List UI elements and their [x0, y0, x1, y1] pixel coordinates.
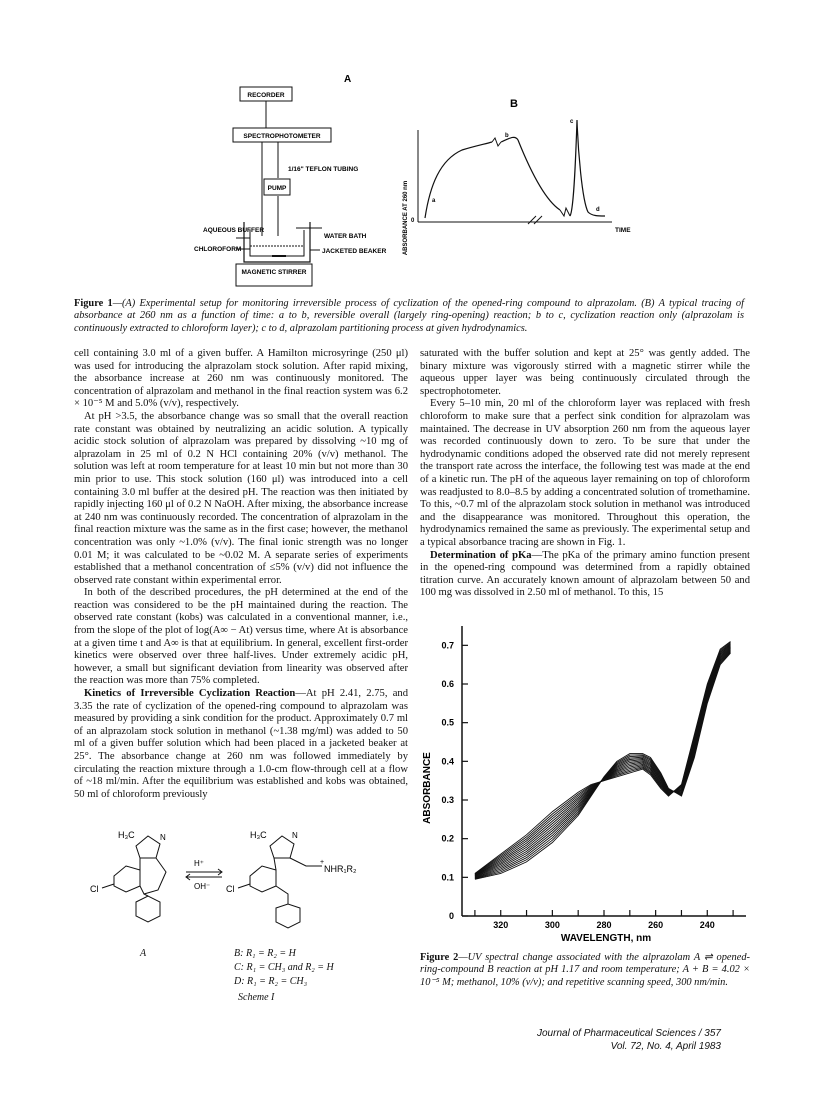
scheme-structures [74, 812, 408, 942]
figure-1 [0, 0, 816, 345]
scheme-b-nhr: NHR₁R₂ [324, 864, 357, 874]
aqueous-buffer-label: AQUEOUS BUFFER [203, 227, 265, 234]
pka-heading: Determination of pKa [430, 549, 532, 561]
left-column [74, 348, 408, 801]
right-para-2: Every 5–10 min, 20 ml of the chloroform layer was replaced with fresh chloroform to make sure that a perfect sink condition for alprazolam was maintained. The decrease in UV absorption 260 nm from the aqueous layer was recorded continuously down to zero. To be sure that under the hydrodynamic conditions adoped the observed rate did not merely represent the transport rate across the interface, the following test was made at the end of a kinetic run. The pH of the aqueous layer remaining on top of chloroform was readjusted to 8.0–8.5 by adding a concentrated solution of tromethamine. To this, ~0.7 ml of the alprazolam stock solution in methanol was introduced and the disappearance was monitored. Throughout this operation, the hydrodynamics remained the same as previously. The experimental setup and a typical absorbance tracing are shown in Fig. 1. [420, 398, 750, 548]
scheme-b-plus: + [320, 859, 325, 866]
stirrer-label: MAGNETIC STIRRER [241, 269, 307, 276]
scheme-b-n-bond [274, 858, 276, 870]
b-origin: 0 [411, 218, 415, 224]
x-tick-label: 240 [699, 920, 715, 930]
scheme-label-b: B: R₁ = R₂ = H [234, 948, 296, 959]
scheme-a-phenyl-bond [144, 894, 148, 896]
figure-2-axes [441, 626, 746, 930]
x-tick-label: 280 [596, 920, 612, 930]
pka-paragraph [420, 550, 750, 600]
left-para-1: cell containing 3.0 ml of a given buffer. A Hamilton microsyringe (250 μl) was used for introducing the alprazolam stock solution. After rapid mixing, the absorbance increase at 260 nm was continuously monitored. The concentration of alprazolam and methanol in the final reaction system was 6.2 × 10⁻⁵ M and 5.0% (v/v), respectively. [74, 348, 408, 410]
scheme-a-cl-bond [102, 884, 114, 888]
footer-journal: Journal of Pharmaceutical Sciences / 357 [537, 1028, 721, 1039]
b-curve-cd [570, 120, 605, 216]
chloroform-label: CHLOROFORM [194, 246, 242, 253]
figure-2-caption-label: Figure 2 [420, 952, 459, 963]
scheme-oh-minus: OH⁻ [194, 882, 211, 891]
water-bath-label: WATER BATH [324, 233, 367, 240]
scheme-a-n: N [160, 833, 166, 842]
figure-2-ylabel: ABSORBANCE [422, 752, 433, 824]
spectrophotometer-label: SPECTROPHOTOMETER [243, 133, 321, 140]
b-point-a: a [432, 198, 436, 204]
right-column [420, 348, 750, 600]
scheme-label-c: C: R₁ = CH₃ and R₂ = H [234, 962, 334, 973]
scheme-a-phenyl [136, 896, 160, 922]
figure-1-caption-label: Figure 1 [74, 298, 113, 309]
scheme-a-triazole [136, 836, 160, 858]
scheme-a-diazepine [140, 858, 166, 894]
figure-2-curves [475, 642, 731, 880]
scheme-1 [74, 812, 408, 1012]
scheme-b-benzo [250, 866, 276, 892]
scheme-a-cl: Cl [90, 884, 99, 894]
y-tick-label: 0 [448, 911, 454, 921]
b-point-c: c [570, 119, 574, 125]
scheme-label-a: A [140, 948, 147, 959]
figure-1-caption-text: —(A) Experimental setup for monitoring irreversible process of cyclization of the opened-ring compound to alprazolam. (B) A typical tracing of absorbance at 260 nm as a function of time: a to b, reversible overall (largely ring-opening) reaction; b to c, cyclization reaction only (alprazolam is continuously extracted to chloroform layer); c to d, alprazolam partitioning process at given hydrodynamics. [74, 298, 744, 334]
scheme-label-d: D: R₁ = R₂ = CH₃ [234, 976, 308, 987]
scheme-title: Scheme I [238, 992, 275, 1003]
y-tick-label: 0.1 [441, 872, 454, 883]
kinetics-paragraph [74, 688, 408, 801]
kinetics-heading: Kinetics of Irreversible Cyclization Reaction [84, 688, 296, 700]
scheme-b-cl: Cl [226, 884, 235, 894]
b-ylabel: ABSORBANCE AT 260 nm [403, 180, 409, 256]
scheme-b-phenyl [276, 904, 300, 928]
figure-2-caption [420, 952, 750, 989]
pump-label: PUMP [267, 185, 287, 192]
scheme-b-carbonyl [276, 886, 288, 904]
b-point-b: b [505, 133, 509, 139]
figure-2-xlabel: WAVELENGTH, nm [560, 933, 652, 944]
figure-2-caption-text: —UV spectral change associated with the alprazolam A ⇌ opened-ring-compound B reaction at pH 1.17 and room temperature; A + B = 4.02 × 10⁻⁵ M; methanol, 10% (v/v); and repetitive scanning speed, 300 nm/min. [420, 952, 750, 988]
b-break-1 [492, 138, 501, 146]
x-tick-label: 300 [544, 920, 560, 930]
b-curve-ab [425, 142, 492, 218]
panel-b-letter: B [510, 98, 518, 110]
scheme-b-cl-bond [238, 884, 250, 888]
x-tick-label: 320 [493, 920, 509, 930]
right-para-1: saturated with the buffer solution and kept at 25° was gently added. The binary mixture was vigorously stirred with a magnetic stirrer while the aqueous upper layer was being continuously circulated through the spectrophotometer. [420, 348, 750, 397]
y-tick-label: 0.6 [441, 679, 454, 689]
left-para-2: At pH >3.5, the absorbance change was so small that the overall reaction rate constant was obtained by neutralizing an acidic solution. A typically acidic stock solution of alprazolam was prepared by dissolving ~10 mg of alprazolam in 25 ml of 0.2 N HCl containing 20% (v/v) methanol. The solution was left at room temperature for at least 10 min but not more than 30 min prior to use. This stock solution (160 μl) was introduced into a cell containing 3.0 ml buffer at the desired pH. The reaction was then initiated by rapidly injecting 160 μl of 0.2 N NaOH. After mixing, the absorbance increase at 240 nm was continuously recorded. The concentration of alprazolam in the final reaction mixture was the same as in the first case; however, the methanol concentration was only ~1.0% (v/v). The final ionic strength was no longer 0.01 M; it was calculated to be ~0.02 M. A separate series of experiments established that a methanol concentration of ≤5% (v/v) did not influence the observed rate constant within experimental error. [74, 410, 408, 586]
scheme-b-n: N [292, 831, 298, 840]
y-tick-label: 0.7 [441, 640, 454, 651]
y-tick-label: 0.5 [441, 717, 454, 728]
y-tick-label: 0.4 [441, 756, 454, 767]
recorder-label: RECORDER [247, 92, 285, 99]
b-curve-bc [501, 137, 560, 210]
figure-1-caption [74, 298, 744, 335]
spectrum-curve [475, 653, 731, 879]
scheme-b-triazole [270, 836, 294, 858]
x-tick-label: 260 [648, 920, 664, 930]
tubing-label: 1/16" TEFLON TUBING [288, 166, 359, 173]
jacketed-beaker-label: JACKETED BEAKER [322, 248, 387, 255]
pka-text: —The pKa of the primary amino function present in the opened-ring compound was determined from a rapidly obtained titration curve. An accurately known amount of alprazolam between 50 and 100 mg was dissolved in 2.50 ml of methanol. To this, 15 [420, 549, 750, 599]
y-tick-label: 0.3 [441, 795, 454, 805]
scheme-h-plus: H⁺ [194, 859, 204, 868]
footer-volume: Vol. 72, No. 4, April 1983 [610, 1041, 721, 1052]
scheme-a-h3c: H₃C [118, 830, 135, 840]
scheme-a-benzo [114, 866, 140, 892]
figure-2-chart [416, 618, 756, 948]
left-para-3: In both of the described procedures, the pH determined at the end of the reaction was considered to be the pH maintained during the reaction. The observed rate constant (kobs) was calculated in a conventional manner, i.e., from the slope of the plot of log(A∞ − At) versus time, where At is absorbance at a given time t and A∞ is that at equilibrium. In general, excellent first-order kinetics were observed over three half-lives. Under extremely acidic pH, however, a small but significant deviation from linearity was observed after the reaction was more than 75% completed. [74, 587, 408, 687]
y-tick-label: 0.2 [441, 833, 454, 844]
panel-a-letter: A [344, 74, 352, 85]
scheme-b-h3c: H₃C [250, 830, 267, 840]
kinetics-text: —At pH 2.41, 2.75, and 3.35 the rate of cyclization of the opened-ring compound to alprazolam was measured by providing a sink condition for the product. Approximately 0.7 ml of an alprazolam stock solution in methanol (~1.38 mg/ml) was added to 50 ml of a given buffer solution which had been placed in a jacketed beaker at 25°. The absorbance change at 260 nm was followed immediately by circulating the reaction mixture through a 1.0-cm flow-through cell at a flow of ~18 ml/min. After the equilibrium was established and kobs was obtained, 50 ml of chloroform previously [74, 688, 408, 800]
b-break-2 [560, 208, 570, 216]
b-point-d: d [596, 207, 600, 213]
b-xlabel: TIME [615, 227, 631, 234]
scheme-b-chain [290, 858, 325, 866]
figure-1-diagram [0, 0, 816, 300]
